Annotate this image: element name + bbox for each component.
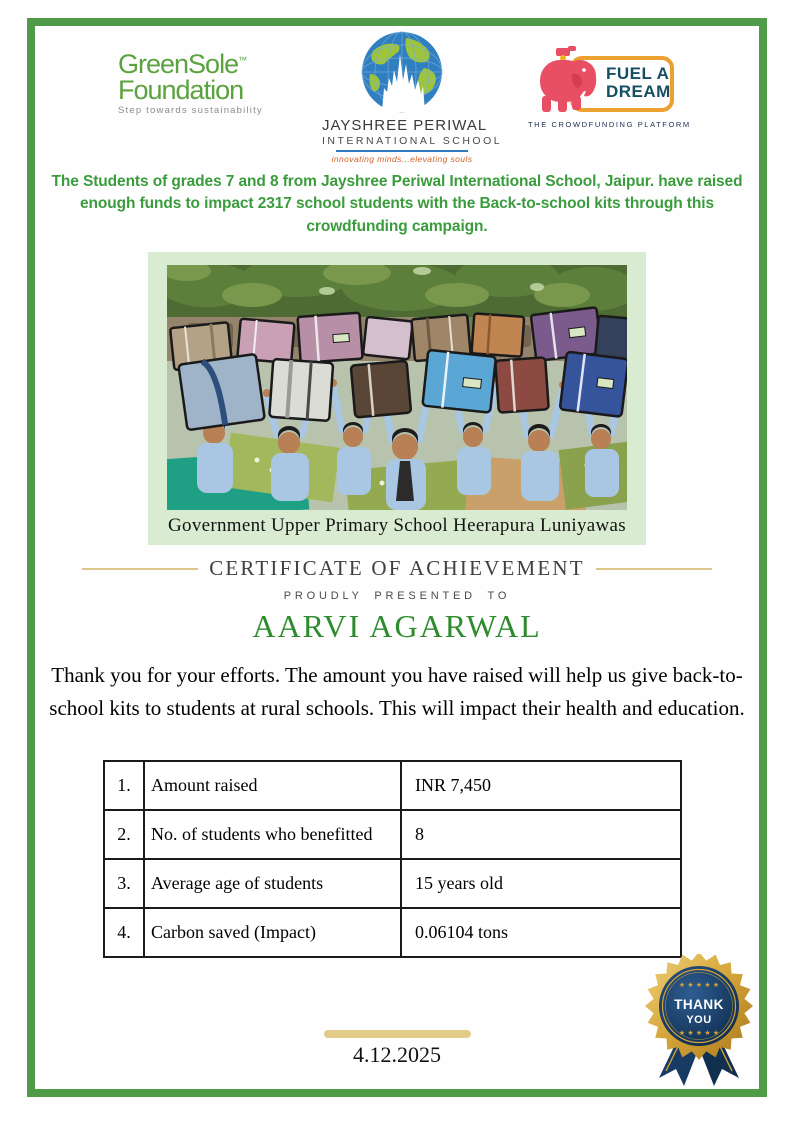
trademark-symbol: ™ xyxy=(238,55,248,65)
title-rule-left xyxy=(82,568,198,570)
table-row xyxy=(104,859,681,908)
elephant-pump-icon xyxy=(528,44,606,120)
row-number: 4. xyxy=(104,908,144,957)
certificate-title-row xyxy=(0,556,794,581)
row-number: 2. xyxy=(104,810,144,859)
row-label: No. of students who benefitted xyxy=(144,810,401,859)
jpis-name-line1: JAYSHREE PERIWAL xyxy=(322,117,488,134)
impact-stats-table xyxy=(103,760,682,958)
table-row xyxy=(104,761,681,810)
row-number: 3. xyxy=(104,859,144,908)
badge-stars-top: ★ ★ ★ ★ ★ xyxy=(678,981,720,989)
signature-line xyxy=(324,1030,471,1038)
presented-to-label: PROUDLY PRESENTED TO xyxy=(283,590,511,602)
jpis-tagline: innovating minds...elevating souls xyxy=(331,154,473,164)
fueladream-word1: FUEL A xyxy=(606,64,670,83)
row-number: 1. xyxy=(104,761,144,810)
table-row xyxy=(104,810,681,859)
row-value: INR 7,450 xyxy=(401,761,681,810)
recipient-name: AARVI AGARWAL xyxy=(252,608,542,644)
certificate-title: CERTIFICATE OF ACHIEVEMENT xyxy=(209,556,585,580)
photo-panel xyxy=(148,252,646,545)
campaign-summary-text: The Students of grades 7 and 8 from Jayshree Periwal International School, Jaipur. have raised enough funds to impact 2317 school students with the Back-to-school kits through this crowdfunding campaign. xyxy=(51,173,743,235)
jpis-divider xyxy=(336,150,468,152)
row-value: 8 xyxy=(401,810,681,859)
greensole-foundation-logo xyxy=(118,49,278,117)
certificate-date: 4.12.2025 xyxy=(353,1042,441,1067)
row-label: Carbon saved (Impact) xyxy=(144,908,401,957)
greensole-wordmark-2: Foundation xyxy=(118,74,244,105)
badge-stars-bottom: ★ ★ ★ ★ ★ xyxy=(678,1029,720,1037)
title-rule-right xyxy=(596,568,712,570)
greensole-tagline: Step towards sustainability xyxy=(118,105,263,117)
globe-castle-icon xyxy=(360,30,444,114)
row-label: Average age of students xyxy=(144,859,401,908)
photo-caption: Government Upper Primary School Heerapura Luniyawas xyxy=(168,515,626,536)
table-row xyxy=(104,908,681,957)
row-value: 0.06104 tons xyxy=(401,908,681,957)
jpis-name-line2: INTERNATIONAL SCHOOL xyxy=(322,135,503,147)
row-label: Amount raised xyxy=(144,761,401,810)
row-value: 15 years old xyxy=(401,859,681,908)
fueladream-tagline: THE CROWDFUNDING PLATFORM xyxy=(528,120,691,129)
thank-you-badge xyxy=(643,954,755,1094)
students-photo xyxy=(167,265,627,510)
jpis-logo xyxy=(322,30,503,164)
fueladream-word2: DREAM xyxy=(606,81,671,101)
greensole-wordmark: GreenSole xyxy=(118,49,239,79)
thank-you-message: Thank you for your efforts. The amount you have raised will help us give back-to-school kits to students at rural schools. This will impact their health and education. xyxy=(49,663,745,721)
badge-text-line2: YOU xyxy=(686,1014,712,1026)
badge-text-line1: THANK xyxy=(674,997,724,1012)
